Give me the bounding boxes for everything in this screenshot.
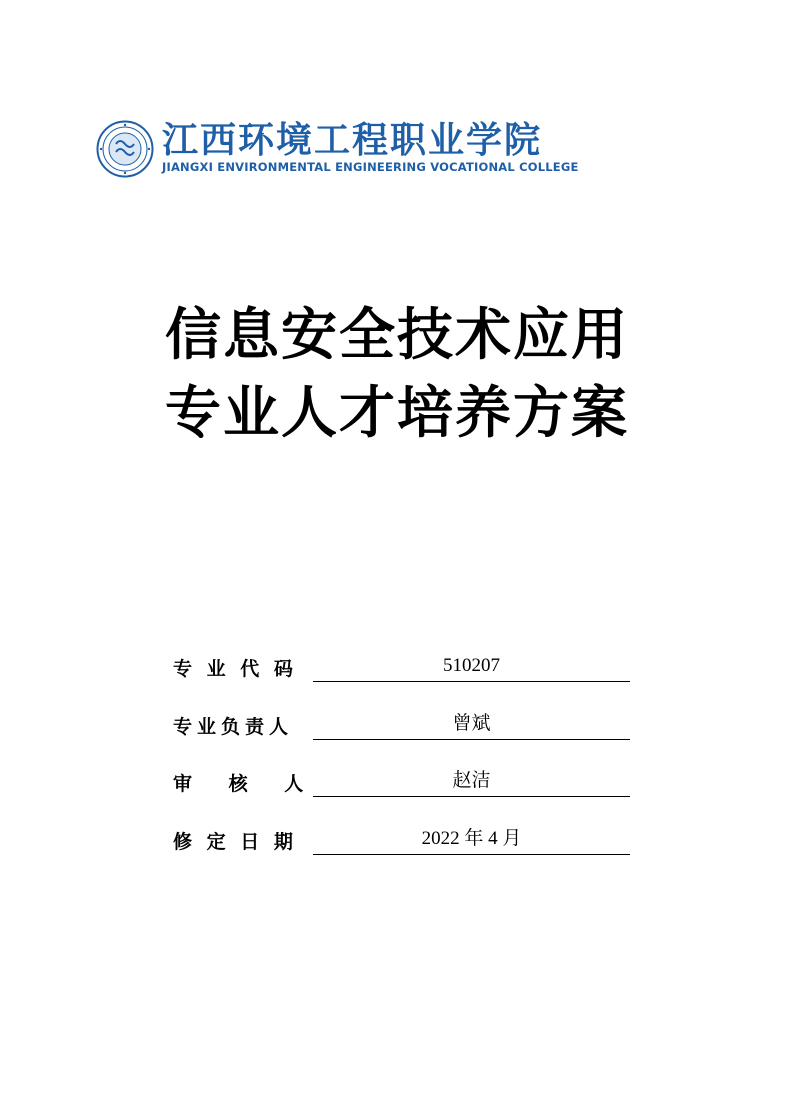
info-value-line bbox=[313, 652, 630, 682]
info-value: 2022 年 4 月 bbox=[421, 827, 522, 849]
college-seal-icon bbox=[96, 120, 154, 178]
info-value: 曾斌 bbox=[452, 712, 491, 734]
info-table bbox=[173, 652, 633, 882]
info-value-line bbox=[313, 767, 630, 797]
title-line-1: 信息安全技术应用 bbox=[165, 302, 629, 368]
info-row-revision-date bbox=[173, 825, 633, 883]
college-name-cn: 江西环境工程职业学院 bbox=[162, 119, 543, 161]
college-header bbox=[96, 118, 579, 180]
info-label: 修 定 日 期 bbox=[173, 830, 293, 853]
title-line-2: 专业人才培养方案 bbox=[165, 380, 629, 446]
info-value-line bbox=[313, 825, 630, 855]
info-row-major-code bbox=[173, 652, 633, 710]
info-value-line bbox=[313, 710, 630, 740]
info-value: 赵洁 bbox=[452, 770, 491, 791]
info-row-major-lead bbox=[173, 710, 633, 768]
document-title bbox=[0, 296, 794, 452]
college-name-en: JIANGXI ENVIRONMENTAL ENGINEERING VOCATIONAL COLLEGE bbox=[162, 160, 579, 174]
info-label: 专业负责人 bbox=[173, 715, 294, 738]
info-value: 510207 bbox=[443, 655, 500, 676]
info-label: 审 核 人 bbox=[173, 773, 304, 795]
info-row-reviewer bbox=[173, 767, 633, 825]
info-label: 专 业 代 码 bbox=[173, 658, 293, 680]
